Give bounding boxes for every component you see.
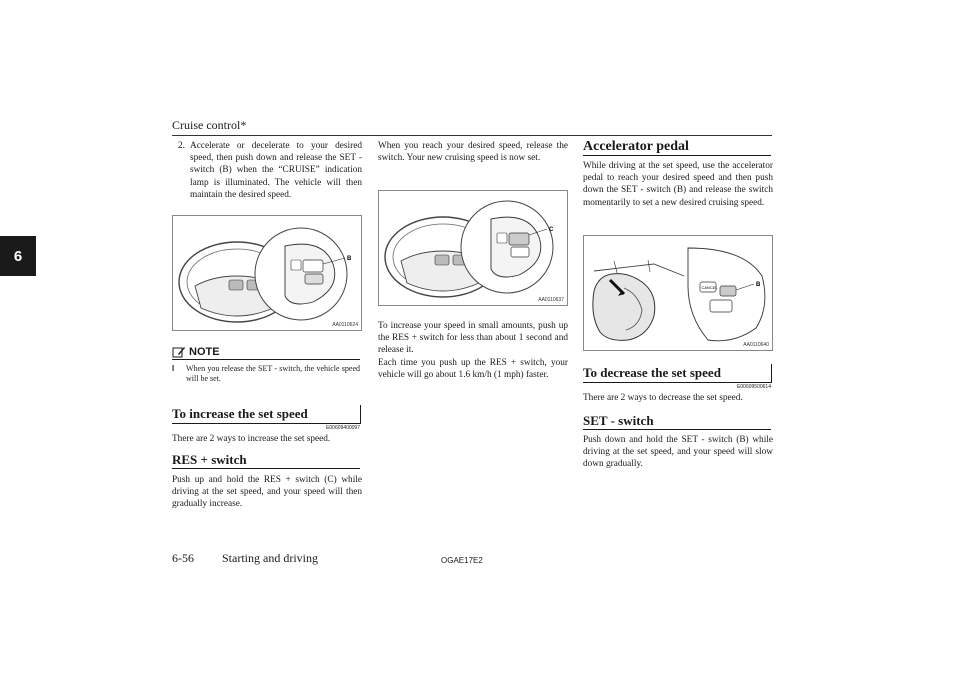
col2-text-1: When you reach your desired speed, release the switch. Your new cruising speed is now set. — [378, 141, 568, 164]
section-title-increase: To increase the set speed — [172, 406, 308, 421]
section-text: There are 2 ways to increase the set speed. — [172, 434, 331, 444]
subsection-rule — [172, 468, 360, 469]
page-header: Cruise control* — [172, 118, 247, 132]
col2-text-3: Each time you push up the RES + switch, your vehicle will go about 1.6 km/h (1 mph) faster. — [378, 358, 568, 381]
section-rule — [172, 423, 360, 424]
subsection-rule — [583, 429, 771, 430]
col3-section2-text: There are 2 ways to decrease the set speed. — [583, 393, 743, 403]
pedal-and-switch-illustration — [584, 236, 772, 350]
note-pencil-icon — [172, 346, 186, 358]
note-header — [172, 345, 360, 360]
section-rule — [583, 382, 771, 383]
steering-wheel-illustration — [173, 216, 361, 330]
chapter-tab: 6 — [0, 236, 36, 276]
note-bullet: l — [172, 364, 175, 373]
section-code: E00609500614 — [737, 384, 771, 390]
document-code: OGAE17E2 — [441, 556, 483, 565]
steering-wheel-illustration — [379, 191, 567, 305]
col3-section-text: While driving at the set speed, use the accelerator pedal to reach your desired speed and then push down the SET - switch (B) and release the switch momentarily to set a new desired cruising speed. — [583, 161, 773, 208]
figure-code: AA0110640 — [743, 342, 769, 348]
section-rule-end — [771, 364, 772, 383]
page-number: 6-56 — [172, 551, 194, 565]
figure-label: B — [347, 256, 352, 262]
step-number: 2. — [178, 141, 185, 151]
figure-label: B — [756, 282, 761, 288]
col2-text-2: To increase your speed in small amounts, push up the RES + switch for less than about 1 second and release it. — [378, 321, 568, 356]
section-rule-end — [360, 405, 361, 424]
step-text: Accelerate or decelerate to your desired speed, then push down and release the SET - switch (B) when the “CRUISE” indication lamp is illuminated. The vehicle will then maintain the desired speed. — [190, 141, 362, 200]
subsection-title-res: RES + switch — [172, 452, 247, 467]
section-code: E00609400097 — [326, 425, 360, 431]
note-title: NOTE — [189, 346, 220, 358]
header-rule — [172, 135, 772, 136]
section-title-decrease: To decrease the set speed — [583, 365, 721, 380]
col3-subsection-text: Push down and hold the SET - switch (B) while driving at the set speed, and your speed will slow down gradually. — [583, 435, 773, 470]
figure-code: AA0110637 — [538, 297, 564, 303]
figure-code: AA0110624 — [332, 322, 358, 328]
note-item — [172, 364, 360, 384]
figure-accelerator-pedal — [583, 235, 773, 351]
section-rule — [583, 155, 771, 156]
figure-steering-wheel-res — [378, 190, 568, 306]
note-text: When you release the SET - switch, the vehicle speed will be set. — [186, 364, 360, 383]
figure-label: C — [549, 227, 554, 233]
chapter-name: Starting and driving — [222, 551, 318, 565]
step-item — [178, 140, 362, 201]
figure-steering-wheel-set — [172, 215, 362, 331]
subsection-title-set: SET - switch — [583, 413, 654, 428]
note-box — [172, 345, 360, 391]
subsection-text: Push up and hold the RES + switch (C) while driving at the set speed, and your speed will then gradually increase. — [172, 475, 362, 510]
section-title-accelerator: Accelerator pedal — [583, 139, 689, 154]
cancel-label: CANCEL — [701, 285, 718, 290]
